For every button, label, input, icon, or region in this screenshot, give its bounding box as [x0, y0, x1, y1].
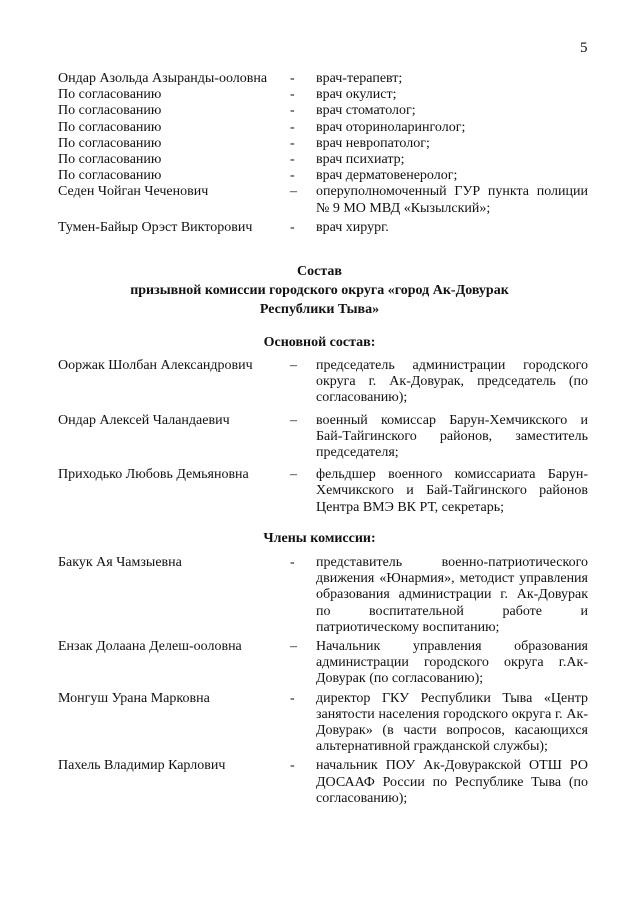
dash: - — [290, 555, 295, 570]
member-role: врач-терапевт; — [316, 71, 403, 86]
list-item — [58, 220, 588, 236]
list-item — [58, 639, 588, 688]
member-name: По согласованию — [58, 119, 162, 135]
title-line: Состав — [297, 264, 342, 279]
dash: - — [290, 152, 295, 168]
dash: - — [290, 758, 295, 774]
dash: - — [290, 119, 295, 135]
member-name: Приходько Любовь Демьяновна — [58, 467, 249, 483]
dash: - — [290, 87, 295, 103]
list-item — [58, 152, 588, 168]
medical-specialists-list — [58, 71, 588, 236]
member-name: Седен Чойган Чеченович — [58, 184, 209, 200]
page-number: 5 — [580, 40, 588, 56]
title-line: Республики Тыва» — [259, 302, 380, 317]
commission-members-list — [58, 555, 588, 810]
member-role: представитель военно-патриотического движения «Юнармия», методист управления образования администрации г. Ак-Довурак по воспитательной работе и патриотическому воспитанию; — [316, 555, 588, 635]
list-item — [58, 71, 588, 87]
member-role: Начальник управления образования администрации городского округа г.Ак-Довурак (по согласованию); — [316, 639, 588, 687]
member-name: Ензак Долаана Делеш-ооловна — [58, 639, 242, 655]
member-role: врач стоматолог; — [316, 103, 416, 119]
dash: - — [290, 135, 295, 151]
dash: – — [290, 639, 297, 655]
dash: – — [290, 467, 297, 483]
member-role: председатель администрации городского округа г. Ак-Довурак, председатель (по согласованию); — [316, 358, 588, 406]
member-role: врач дерматовенеролог; — [316, 168, 458, 184]
list-item — [58, 758, 588, 807]
list-item — [58, 120, 588, 136]
main-composition-list — [58, 358, 588, 522]
dash: - — [290, 168, 295, 184]
member-role: начальник ПОУ Ак-Довуракской ОТШ РО ДОСААФ России по Республике Тыва (по согласованию); — [316, 758, 588, 806]
list-item — [58, 168, 588, 184]
list-item — [58, 555, 588, 636]
list-item — [58, 103, 588, 119]
member-name: По согласованию — [58, 103, 162, 119]
dash: - — [290, 690, 295, 706]
member-name: Ондар Азольда Азыранды-ооловна — [58, 71, 268, 86]
commission-title — [0, 262, 639, 319]
list-item — [58, 184, 588, 216]
list-item — [58, 691, 588, 756]
member-name: По согласованию — [58, 135, 162, 151]
list-item — [58, 358, 588, 407]
member-role: врач оториноларинголог; — [316, 119, 466, 135]
member-name: Ондар Алексей Чаландаевич — [58, 412, 230, 428]
list-item — [58, 136, 588, 152]
commission-members-heading: Члены комиссии: — [263, 531, 376, 546]
member-role: оперуполномоченный ГУР пункта полиции № 9 МО МВД «Кызылский»; — [316, 184, 588, 216]
title-line: призывной комиссии городского округа «город Ак-Довурак — [130, 283, 509, 298]
member-role: врач психиатр; — [316, 152, 405, 168]
list-item — [58, 467, 588, 516]
dash: – — [290, 412, 297, 428]
member-name: По согласованию — [58, 87, 162, 103]
dash: - — [290, 71, 295, 86]
member-name: Тумен-Байыр Орэст Викторович — [58, 219, 253, 235]
member-name: Пахель Владимир Карлович — [58, 758, 226, 774]
member-name: Бакук Ая Чамзыевна — [58, 555, 182, 570]
dash: – — [290, 184, 297, 200]
dash: – — [290, 358, 297, 373]
main-composition-heading: Основной состав: — [263, 335, 376, 350]
member-role: врач окулист; — [316, 87, 397, 103]
member-role: врач невропатолог; — [316, 135, 430, 151]
list-item — [58, 87, 588, 103]
member-name: По согласованию — [58, 152, 162, 168]
member-role: врач хирург. — [316, 219, 389, 235]
dash: - — [290, 219, 295, 235]
member-role: военный комиссар Барун-Хемчикского и Бай-Тайгинского районов, заместитель председателя; — [316, 412, 588, 461]
dash: - — [290, 103, 295, 119]
member-name: Монгуш Урана Марковна — [58, 690, 210, 706]
member-role: директор ГКУ Республики Тыва «Центр занятости населения городского округа г. Ак-Довурак» (в части вопросов, касающихся альтернативной гражданской службы); — [316, 690, 588, 755]
member-role: фельдшер военного комиссариата Барун-Хемчикского и Бай-Тайгинского районов Центра ВМЭ ВК РТ, секретарь; — [316, 467, 588, 515]
member-name: Ооржак Шолбан Александрович — [58, 358, 253, 373]
list-item — [58, 413, 588, 462]
member-name: По согласованию — [58, 168, 162, 184]
